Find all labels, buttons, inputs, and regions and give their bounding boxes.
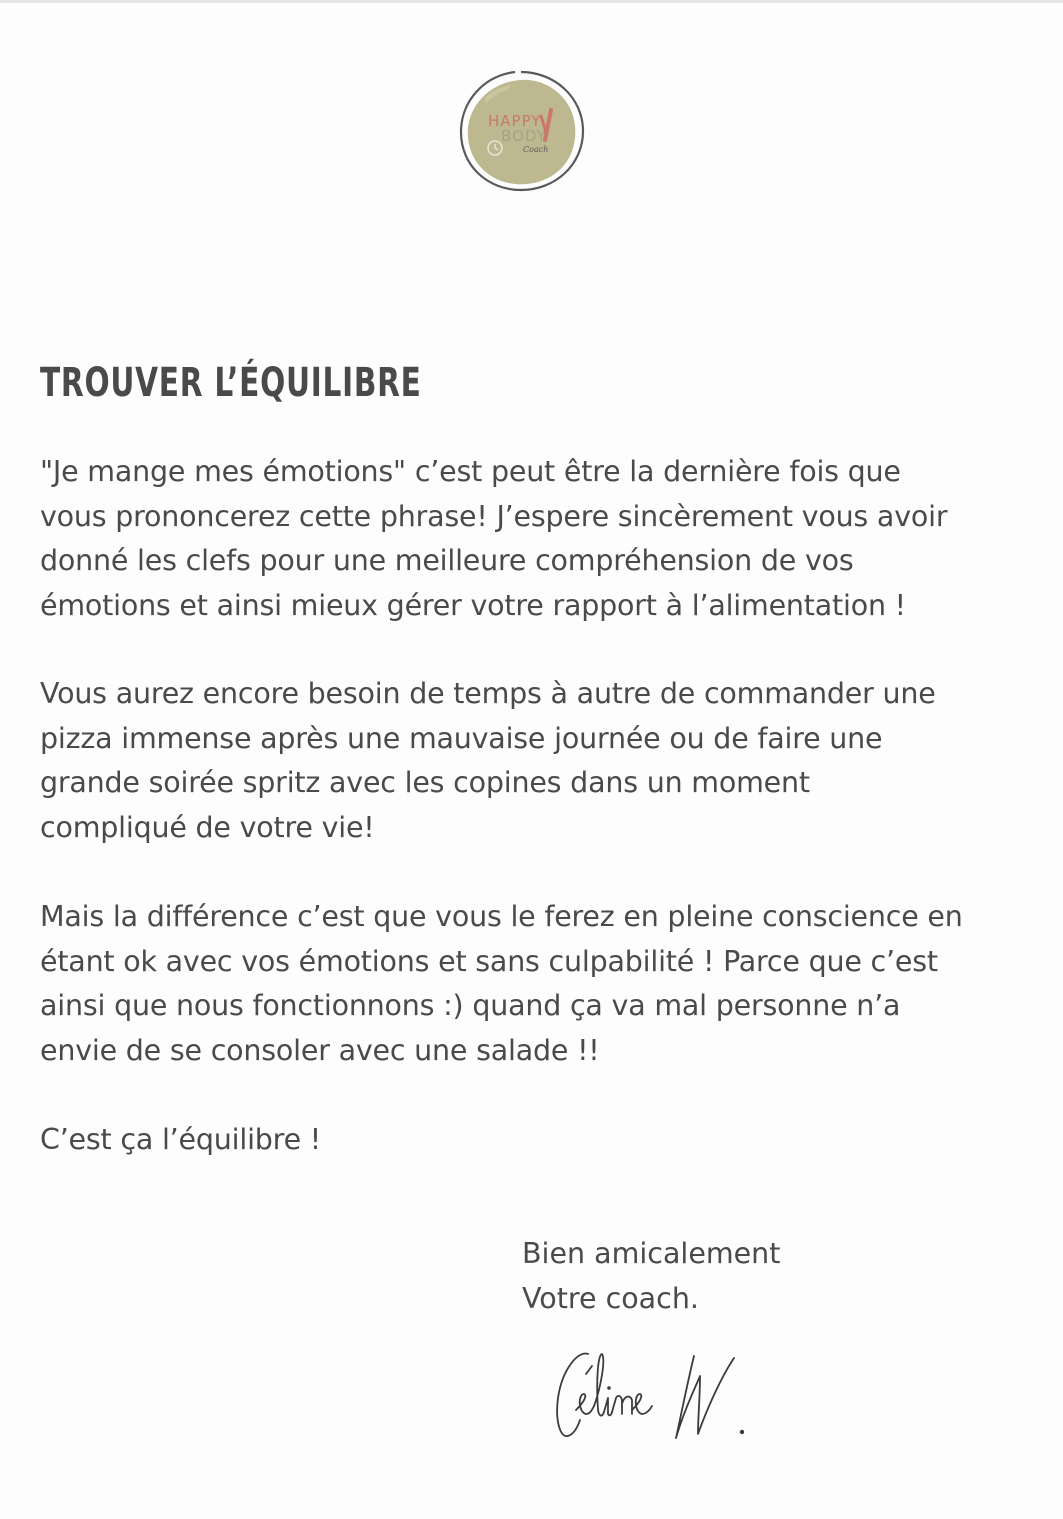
text-line: émotions et ainsi mieux gérer votre rapport à l’alimentation !	[40, 589, 906, 623]
paragraph-3	[40, 895, 1030, 1074]
text-line: Mais la différence c’est que vous le ferez en pleine conscience en	[40, 900, 963, 933]
text-line: envie de se consoler avec une salade !!	[40, 1034, 600, 1068]
closing-sender: Votre coach.	[522, 1281, 699, 1315]
text-line: C’est ça l’équilibre !	[40, 1123, 321, 1156]
logo-text-happy: HAPPY	[488, 112, 542, 130]
handwritten-signature	[548, 1340, 788, 1450]
happy-body-coach-logo	[455, 68, 587, 194]
text-line: ainsi que nous fonctionnons :) quand ça va mal personne n’a	[40, 989, 901, 1023]
top-divider	[0, 0, 1063, 3]
text-line: vous prononcerez cette phrase! J’espere sincèrement vous avoir	[40, 499, 948, 533]
text-line: Vous aurez encore besoin de temps à autre de commander une	[40, 677, 936, 710]
closing-greeting: Bien amicalement	[522, 1237, 781, 1270]
closing-block	[522, 1232, 780, 1321]
paragraph-1	[40, 450, 1030, 629]
page-title: TROUVER L’ÉQUILIBRE	[40, 360, 422, 406]
paragraph-4	[40, 1118, 1030, 1163]
text-line: "Je mange mes émotions" c’est peut être la dernière fois que	[40, 455, 901, 488]
text-line: grande soirée spritz avec les copines dans un moment	[40, 766, 810, 800]
logo-text-body: BODY	[501, 127, 547, 145]
text-line: compliqué de votre vie!	[40, 811, 375, 845]
text-line: pizza immense après une mauvaise journée ou de faire une	[40, 721, 883, 755]
logo-text-coach: Coach	[523, 145, 549, 154]
paragraph-2	[40, 672, 1030, 851]
text-line: étant ok avec vos émotions et sans culpabilité ! Parce que c’est	[40, 944, 938, 978]
text-line: donné les clefs pour une meilleure compréhension de vos	[40, 544, 854, 578]
